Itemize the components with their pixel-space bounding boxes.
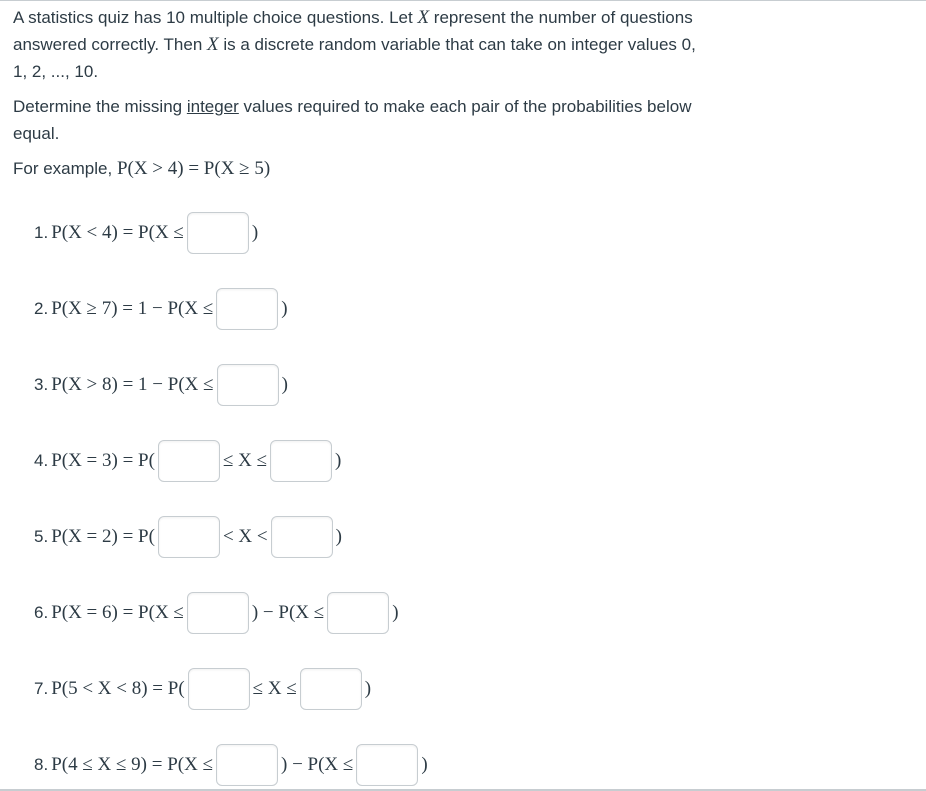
answer-input-1[interactable]	[187, 212, 249, 254]
close-paren: )	[281, 298, 288, 319]
question-number: 2.	[34, 299, 49, 318]
close-paren: )	[251, 222, 259, 243]
answer-input-5b[interactable]	[271, 516, 333, 558]
question-number: 7.	[34, 679, 49, 698]
instruction-underlined: integer	[186, 97, 239, 116]
question-expression: P(X < 4) = P(X ≤	[51, 222, 184, 243]
question-number: 3.	[34, 375, 49, 394]
question-8	[34, 742, 428, 788]
example-label: For example,	[13, 159, 117, 178]
question-3	[34, 362, 288, 408]
answer-input-2[interactable]	[216, 288, 278, 330]
question-expression: P(X = 3) = P(	[51, 450, 155, 471]
instruction-text-2: values required to make each pair of the probabilities below equal.	[13, 97, 692, 143]
question-6	[34, 590, 399, 636]
question-number: 4.	[34, 451, 49, 470]
answer-input-4b[interactable]	[270, 440, 332, 482]
close-paren: )	[392, 602, 399, 623]
close-paren: )	[421, 754, 428, 775]
answer-input-6a[interactable]	[187, 592, 249, 634]
question-expression: P(4 ≤ X ≤ 9) = P(X ≤	[51, 754, 213, 775]
close-paren: )	[335, 450, 342, 471]
intro-variable-2: X	[207, 34, 219, 55]
close-paren: )	[364, 678, 372, 699]
question-middle: < X <	[222, 526, 268, 547]
question-4	[34, 438, 341, 484]
answer-input-8b[interactable]	[356, 744, 418, 786]
question-1	[34, 210, 258, 256]
question-expression: P(X > 8) = 1 − P(X ≤	[51, 374, 214, 395]
intro-text-3: is a discrete random variable that can take on integer values 0, 1, 2, ..., 10.	[13, 35, 696, 81]
answer-input-5a[interactable]	[158, 516, 220, 558]
close-paren: )	[335, 526, 342, 547]
answer-input-4a[interactable]	[158, 440, 220, 482]
example-math: P(X > 4) = P(X ≥ 5)	[116, 158, 271, 179]
answer-input-3[interactable]	[217, 364, 279, 406]
intro-text-2: represent the number of questions answered correctly. Then	[13, 8, 693, 54]
question-number: 8.	[34, 755, 49, 774]
instruction-text-1: Determine the missing	[13, 97, 187, 116]
intro-text-1: A statistics quiz has 10 multiple choice questions. Let	[13, 8, 418, 27]
question-expression: P(5 < X < 8) = P(	[51, 678, 185, 699]
question-middle: ) − P(X ≤	[251, 602, 325, 623]
intro-variable: X	[417, 7, 430, 28]
answer-input-8a[interactable]	[216, 744, 278, 786]
question-expression: P(X = 2) = P(	[51, 526, 155, 547]
question-expression: P(X = 6) = P(X ≤	[51, 602, 184, 623]
question-number: 5.	[34, 527, 49, 546]
intro-paragraph	[13, 4, 713, 85]
question-number: 6.	[34, 603, 49, 622]
question-7	[34, 666, 371, 712]
question-expression: P(X ≥ 7) = 1 − P(X ≤	[51, 298, 214, 319]
answer-input-7b[interactable]	[300, 668, 362, 710]
question-5	[34, 514, 342, 560]
question-middle: ≤ X ≤	[252, 678, 297, 699]
question-middle: ) − P(X ≤	[281, 754, 354, 775]
instruction-paragraph	[13, 93, 713, 147]
question-2	[34, 286, 288, 332]
answer-input-7a[interactable]	[188, 668, 250, 710]
answer-input-6b[interactable]	[327, 592, 389, 634]
top-border	[0, 0, 926, 1]
close-paren: )	[281, 374, 288, 395]
example-line	[13, 155, 270, 182]
question-middle: ≤ X ≤	[222, 450, 268, 471]
question-number: 1.	[34, 223, 49, 242]
